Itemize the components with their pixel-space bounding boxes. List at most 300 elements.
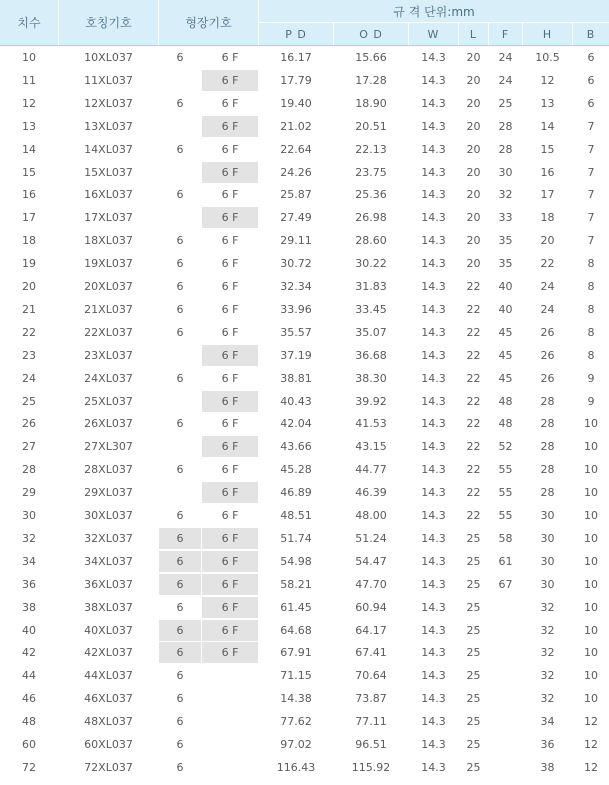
cell-od: 18.90 xyxy=(355,96,387,110)
cell-od: 38.30 xyxy=(355,371,387,385)
cell-l: 20 xyxy=(466,165,481,179)
cell-pd: 14.38 xyxy=(280,692,312,706)
cell-l: 25 xyxy=(466,600,481,614)
cell-h: 14 xyxy=(540,119,555,133)
cell-pd: 30.72 xyxy=(280,257,312,271)
cell-h: 28 xyxy=(540,463,555,477)
cell-b: 10 xyxy=(584,554,598,568)
cell-f: 45 xyxy=(498,348,513,362)
cell-type2: 6 F xyxy=(202,642,258,663)
cell-type2: 6 F xyxy=(221,188,239,202)
cell-od: 30.22 xyxy=(355,257,387,271)
cell-pd: 25.87 xyxy=(280,188,312,202)
cell-od: 26.98 xyxy=(355,211,387,225)
cell-type1: 6 xyxy=(159,574,201,595)
cell-type2: 6 F xyxy=(221,280,239,293)
cell-od: 44.77 xyxy=(355,463,387,477)
cell-f xyxy=(489,641,522,664)
cell-od: 39.92 xyxy=(355,394,387,408)
cell-h: 28 xyxy=(540,486,555,500)
cell-type2: 6 F xyxy=(202,345,258,366)
cell-pd: 35.57 xyxy=(280,325,312,339)
cell-code: 18XL037 xyxy=(84,234,133,248)
cell-pd: 45.28 xyxy=(280,463,312,477)
cell-w: 14.3 xyxy=(421,623,446,637)
cell-h: 34 xyxy=(540,715,555,729)
cell-h: 20 xyxy=(540,234,555,248)
cell-w: 14.3 xyxy=(421,234,446,248)
cell-b: 8 xyxy=(587,280,595,293)
cell-od: 47.70 xyxy=(355,577,387,591)
cell-l: 20 xyxy=(466,51,481,64)
cell-size: 60 xyxy=(22,738,36,751)
cell-f: 32 xyxy=(498,188,513,202)
cell-l: 20 xyxy=(466,234,481,248)
cell-size: 40 xyxy=(22,623,36,637)
cell-type2: 6 F xyxy=(221,417,239,431)
cell-h: 32 xyxy=(540,600,555,614)
cell-h: 30 xyxy=(540,577,555,591)
cell-pd: 17.79 xyxy=(280,73,312,87)
cell-size: 16 xyxy=(22,188,36,202)
cell-w: 14.3 xyxy=(421,669,446,683)
cell-w: 14.3 xyxy=(421,600,446,614)
cell-h: 24 xyxy=(540,280,555,293)
cell-f: 55 xyxy=(498,463,513,477)
cell-pd: 24.26 xyxy=(280,165,312,179)
header-code: 호칭기호 xyxy=(59,0,158,45)
cell-code: 30XL037 xyxy=(84,509,133,522)
cell-size: 34 xyxy=(22,554,36,568)
cell-b: 10 xyxy=(584,463,598,477)
cell-l: 22 xyxy=(466,302,481,316)
table-row xyxy=(0,756,609,779)
cell-code: 10XL037 xyxy=(84,51,133,64)
cell-size: 44 xyxy=(22,669,36,683)
cell-type2: 6 F xyxy=(202,620,258,641)
cell-code: 13XL037 xyxy=(84,119,133,133)
cell-pd: 58.21 xyxy=(280,577,312,591)
cell-size: 36 xyxy=(22,577,36,591)
cell-type1: 6 xyxy=(176,669,184,683)
cell-type1 xyxy=(159,390,201,413)
table-row xyxy=(0,550,609,573)
cell-w: 14.3 xyxy=(421,440,446,454)
cell-f: 48 xyxy=(498,394,513,408)
table-row xyxy=(0,92,609,115)
cell-type2: 6 F xyxy=(202,528,258,549)
cell-type2: 6 F xyxy=(221,302,239,316)
table-row xyxy=(0,596,609,619)
cell-b: 10 xyxy=(584,692,598,706)
cell-b: 8 xyxy=(587,325,595,339)
cell-f: 35 xyxy=(498,257,513,271)
cell-type2: 6 F xyxy=(221,325,239,339)
cell-h: 15 xyxy=(540,142,555,156)
cell-code: 72XL037 xyxy=(84,760,133,774)
cell-l: 20 xyxy=(466,96,481,110)
cell-l: 22 xyxy=(466,325,481,339)
cell-b: 6 xyxy=(587,73,595,87)
cell-od: 46.39 xyxy=(355,486,387,500)
cell-pd: 40.43 xyxy=(280,394,312,408)
cell-l: 25 xyxy=(466,577,481,591)
cell-type1: 6 xyxy=(176,738,184,751)
cell-type2: 6 F xyxy=(202,116,258,137)
cell-b: 12 xyxy=(584,738,598,751)
cell-f: 25 xyxy=(498,96,513,110)
cell-l: 25 xyxy=(466,760,481,774)
cell-b: 7 xyxy=(587,119,595,133)
cell-code: 46XL037 xyxy=(84,692,133,706)
cell-l: 25 xyxy=(466,692,481,706)
cell-size: 22 xyxy=(22,325,36,339)
cell-f: 28 xyxy=(498,119,513,133)
cell-b: 10 xyxy=(584,440,598,454)
cell-code: 42XL037 xyxy=(84,646,133,660)
cell-b: 9 xyxy=(587,371,595,385)
cell-code: 19XL037 xyxy=(84,257,133,271)
cell-b: 7 xyxy=(587,234,595,248)
cell-size: 15 xyxy=(22,165,36,179)
cell-code: 25XL037 xyxy=(84,394,133,408)
cell-f: 58 xyxy=(498,531,513,545)
table-row xyxy=(0,229,609,252)
cell-w: 14.3 xyxy=(421,188,446,202)
cell-code: 29XL037 xyxy=(84,486,133,500)
cell-h: 32 xyxy=(540,692,555,706)
cell-h: 16 xyxy=(540,165,555,179)
cell-f: 55 xyxy=(498,486,513,500)
table-row xyxy=(0,641,609,664)
cell-type1: 6 xyxy=(176,509,184,522)
cell-size: 48 xyxy=(22,715,36,729)
cell-code: 44XL037 xyxy=(84,669,133,683)
table-row xyxy=(0,458,609,481)
cell-od: 25.36 xyxy=(355,188,387,202)
cell-type1 xyxy=(159,481,201,504)
cell-b: 10 xyxy=(584,531,598,545)
table-row xyxy=(0,664,609,687)
cell-b: 8 xyxy=(587,257,595,271)
cell-type2 xyxy=(202,710,258,733)
header-spec: 규 격 단위:mm xyxy=(259,0,609,22)
cell-size: 20 xyxy=(22,280,36,293)
table-row xyxy=(0,710,609,733)
table-row xyxy=(0,527,609,550)
cell-od: 54.47 xyxy=(355,554,387,568)
cell-h: 38 xyxy=(540,760,555,774)
cell-code: 27XL307 xyxy=(84,440,133,454)
cell-w: 14.3 xyxy=(421,394,446,408)
cell-od: 17.28 xyxy=(355,73,387,87)
cell-b: 6 xyxy=(587,96,595,110)
cell-size: 30 xyxy=(22,509,36,522)
cell-b: 10 xyxy=(584,600,598,614)
cell-size: 13 xyxy=(22,119,36,133)
table-row xyxy=(0,412,609,435)
cell-size: 19 xyxy=(22,257,36,271)
cell-b: 10 xyxy=(584,646,598,660)
cell-type1: 6 xyxy=(176,325,184,339)
cell-od: 35.07 xyxy=(355,325,387,339)
cell-w: 14.3 xyxy=(421,371,446,385)
cell-pd: 38.81 xyxy=(280,371,312,385)
cell-l: 22 xyxy=(466,280,481,293)
cell-h: 32 xyxy=(540,669,555,683)
cell-size: 18 xyxy=(22,234,36,248)
cell-size: 38 xyxy=(22,600,36,614)
cell-f: 35 xyxy=(498,234,513,248)
cell-f xyxy=(489,710,522,733)
cell-h: 32 xyxy=(540,623,555,637)
cell-l: 22 xyxy=(466,417,481,431)
cell-h: 26 xyxy=(540,325,555,339)
cell-l: 22 xyxy=(466,394,481,408)
cell-pd: 61.45 xyxy=(280,600,312,614)
cell-code: 20XL037 xyxy=(84,280,133,293)
cell-l: 20 xyxy=(466,142,481,156)
cell-f xyxy=(489,756,522,779)
cell-w: 14.3 xyxy=(421,96,446,110)
cell-type1: 6 xyxy=(159,551,201,572)
cell-size: 21 xyxy=(22,302,36,316)
cell-b: 7 xyxy=(587,142,595,156)
cell-type2: 6 F xyxy=(221,257,239,271)
cell-od: 36.68 xyxy=(355,348,387,362)
cell-od: 96.51 xyxy=(355,738,387,751)
cell-f xyxy=(489,733,522,756)
cell-h: 26 xyxy=(540,348,555,362)
cell-code: 38XL037 xyxy=(84,600,133,614)
table-row xyxy=(0,298,609,321)
table-row xyxy=(0,481,609,504)
cell-pd: 33.96 xyxy=(280,302,312,316)
cell-type2: 6 F xyxy=(202,162,258,183)
cell-code: 15XL037 xyxy=(84,165,133,179)
header-l: L xyxy=(459,23,488,45)
header-shape: 형장기호 xyxy=(159,0,258,45)
cell-type2: 6 F xyxy=(221,371,239,385)
cell-size: 26 xyxy=(22,417,36,431)
cell-l: 25 xyxy=(466,531,481,545)
cell-l: 20 xyxy=(466,188,481,202)
cell-type2 xyxy=(202,733,258,756)
cell-type2: 6 F xyxy=(202,391,258,412)
cell-type1: 6 xyxy=(176,715,184,729)
cell-od: 64.17 xyxy=(355,623,387,637)
cell-od: 67.41 xyxy=(355,646,387,660)
cell-type1: 6 xyxy=(176,280,184,293)
cell-code: 40XL037 xyxy=(84,623,133,637)
table-row xyxy=(0,435,609,458)
cell-type1 xyxy=(159,435,201,458)
cell-w: 14.3 xyxy=(421,417,446,431)
cell-pd: 46.89 xyxy=(280,486,312,500)
cell-code: 28XL037 xyxy=(84,463,133,477)
cell-w: 14.3 xyxy=(421,463,446,477)
header-f: F xyxy=(489,23,522,45)
cell-pd: 64.68 xyxy=(280,623,312,637)
cell-b: 10 xyxy=(584,623,598,637)
cell-od: 60.94 xyxy=(355,600,387,614)
cell-size: 46 xyxy=(22,692,36,706)
cell-type2: 6 F xyxy=(202,70,258,91)
cell-code: 36XL037 xyxy=(84,577,133,591)
cell-w: 14.3 xyxy=(421,554,446,568)
header-b: B xyxy=(573,23,609,45)
cell-pd: 51.74 xyxy=(280,531,312,545)
cell-f: 33 xyxy=(498,211,513,225)
cell-l: 20 xyxy=(466,73,481,87)
cell-b: 12 xyxy=(584,715,598,729)
header-pd: P D xyxy=(259,23,333,45)
cell-size: 12 xyxy=(22,96,36,110)
cell-type1: 6 xyxy=(176,692,184,706)
cell-od: 31.83 xyxy=(355,280,387,293)
cell-size: 25 xyxy=(22,394,36,408)
cell-type2: 6 F xyxy=(221,509,239,522)
cell-l: 25 xyxy=(466,646,481,660)
cell-l: 22 xyxy=(466,463,481,477)
cell-h: 28 xyxy=(540,394,555,408)
cell-f xyxy=(489,687,522,710)
cell-w: 14.3 xyxy=(421,211,446,225)
cell-pd: 43.66 xyxy=(280,440,312,454)
cell-type2: 6 F xyxy=(202,436,258,457)
cell-type1: 6 xyxy=(159,528,201,549)
cell-l: 25 xyxy=(466,623,481,637)
cell-f xyxy=(489,619,522,642)
cell-b: 8 xyxy=(587,302,595,316)
table-row xyxy=(0,504,609,527)
cell-pd: 16.17 xyxy=(280,51,312,64)
cell-od: 77.11 xyxy=(355,715,387,729)
cell-h: 17 xyxy=(540,188,555,202)
cell-h: 30 xyxy=(540,554,555,568)
cell-type1 xyxy=(159,161,201,184)
cell-h: 30 xyxy=(540,531,555,545)
cell-code: 24XL037 xyxy=(84,371,133,385)
cell-type2: 6 F xyxy=(202,207,258,228)
cell-size: 14 xyxy=(22,142,36,156)
cell-f: 24 xyxy=(498,51,513,64)
header-size: 치수 xyxy=(0,0,58,45)
cell-h: 32 xyxy=(540,646,555,660)
cell-w: 14.3 xyxy=(421,577,446,591)
cell-b: 12 xyxy=(584,760,598,774)
cell-type2: 6 F xyxy=(202,482,258,503)
cell-b: 7 xyxy=(587,165,595,179)
cell-type1: 6 xyxy=(176,257,184,271)
cell-type2: 6 F xyxy=(221,463,239,477)
header-w: W xyxy=(409,23,458,45)
table-row xyxy=(0,138,609,161)
cell-w: 14.3 xyxy=(421,348,446,362)
cell-pd: 97.02 xyxy=(280,738,312,751)
cell-f: 61 xyxy=(498,554,513,568)
cell-w: 14.3 xyxy=(421,257,446,271)
cell-type1 xyxy=(159,206,201,229)
cell-pd: 71.15 xyxy=(280,669,312,683)
table-row xyxy=(0,161,609,184)
cell-type2 xyxy=(202,756,258,779)
cell-l: 25 xyxy=(466,738,481,751)
cell-w: 14.3 xyxy=(421,280,446,293)
cell-f xyxy=(489,664,522,687)
table-row xyxy=(0,367,609,390)
cell-w: 14.3 xyxy=(421,73,446,87)
cell-type1: 6 xyxy=(159,642,201,663)
cell-f: 67 xyxy=(498,577,513,591)
cell-l: 25 xyxy=(466,554,481,568)
cell-w: 14.3 xyxy=(421,646,446,660)
cell-od: 28.60 xyxy=(355,234,387,248)
cell-pd: 29.11 xyxy=(280,234,312,248)
cell-l: 20 xyxy=(466,257,481,271)
cell-l: 22 xyxy=(466,509,481,522)
cell-f: 24 xyxy=(498,73,513,87)
cell-code: 60XL037 xyxy=(84,738,133,751)
cell-w: 14.3 xyxy=(421,119,446,133)
cell-h: 12 xyxy=(540,73,555,87)
cell-od: 43.15 xyxy=(355,440,387,454)
cell-code: 32XL037 xyxy=(84,531,133,545)
cell-pd: 32.34 xyxy=(280,280,312,293)
table-row xyxy=(0,115,609,138)
cell-w: 14.3 xyxy=(421,531,446,545)
cell-od: 33.45 xyxy=(355,302,387,316)
cell-size: 32 xyxy=(22,531,36,545)
cell-pd: 54.98 xyxy=(280,554,312,568)
cell-code: 21XL037 xyxy=(84,302,133,316)
cell-w: 14.3 xyxy=(421,325,446,339)
cell-size: 72 xyxy=(22,760,36,774)
cell-type2: 6 F xyxy=(202,551,258,572)
cell-type2: 6 F xyxy=(221,234,239,248)
cell-type2: 6 F xyxy=(221,96,239,110)
cell-b: 7 xyxy=(587,211,595,225)
cell-f: 45 xyxy=(498,371,513,385)
cell-b: 10 xyxy=(584,486,598,500)
cell-code: 11XL037 xyxy=(84,73,133,87)
cell-h: 13 xyxy=(540,96,555,110)
cell-od: 48.00 xyxy=(355,509,387,522)
cell-pd: 19.40 xyxy=(280,96,312,110)
cell-pd: 116.43 xyxy=(276,760,316,774)
cell-type2 xyxy=(202,687,258,710)
cell-b: 8 xyxy=(587,348,595,362)
cell-pd: 37.19 xyxy=(280,348,312,362)
cell-type1: 6 xyxy=(176,302,184,316)
cell-b: 6 xyxy=(587,51,595,64)
cell-od: 70.64 xyxy=(355,669,387,683)
cell-size: 28 xyxy=(22,463,36,477)
cell-type1 xyxy=(159,115,201,138)
cell-f xyxy=(489,596,522,619)
cell-type1: 6 xyxy=(176,188,184,202)
cell-h: 18 xyxy=(540,211,555,225)
cell-type1: 6 xyxy=(176,142,184,156)
cell-w: 14.3 xyxy=(421,692,446,706)
table-row xyxy=(0,252,609,275)
cell-pd: 22.64 xyxy=(280,142,312,156)
cell-type2: 6 F xyxy=(202,597,258,618)
cell-l: 22 xyxy=(466,440,481,454)
table-row xyxy=(0,733,609,756)
cell-b: 10 xyxy=(584,669,598,683)
cell-pd: 27.49 xyxy=(280,211,312,225)
